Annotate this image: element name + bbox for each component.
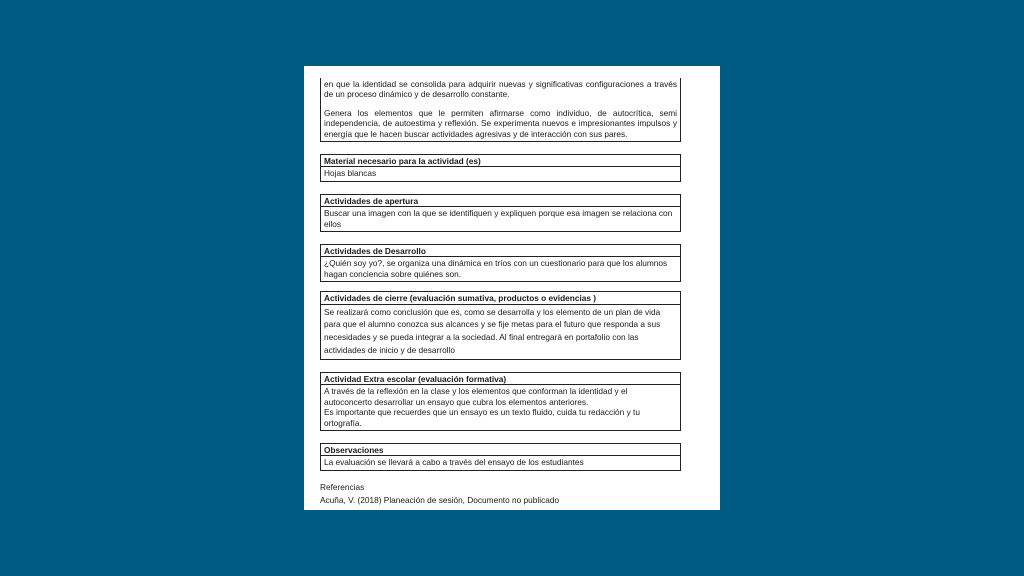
material-section: [320, 154, 681, 182]
apertura-title: Actividades de apertura: [321, 195, 680, 207]
references: [320, 481, 681, 507]
extra-section: [320, 372, 681, 431]
extra-body-paragraph-1: A través de la reflexión en la clase y los elementos que conforman la identidad y el autoconcerto desarrollar un ensayo que cubra los elementos anteriores.: [324, 386, 628, 407]
extra-body: [321, 385, 680, 430]
apertura-section: [320, 194, 681, 232]
desarrollo-title: Actividades de Desarrollo: [321, 245, 680, 257]
references-heading: Referencias: [320, 481, 365, 492]
intro-paragraph-1: en que la identidad se consolida para adquirir nuevas y significativas configuraciones a través de un proceso dinámico y de desarrollo constante.: [324, 79, 677, 100]
desarrollo-section: [320, 244, 681, 282]
observaciones-section: [320, 443, 681, 471]
extra-body-paragraph-2: Es importante que recuerdes que un ensayo es un texto fluido, cuida tu redacción y tu ortografía.: [324, 407, 640, 428]
intro-paragraph-2: Genera los elementos que le permiten afirmarse como individuo, de autocrítica, semi independencia, de autoestima y reflexión. Se experimenta nuevos e impresionantes impulsos y energía que le hacen buscar actividades agresivas y de interacción con sus pares.: [324, 107, 677, 139]
cierre-section: [320, 291, 681, 360]
document-page: [304, 66, 720, 510]
material-title: Material necesario para la actividad (es): [321, 155, 680, 167]
cierre-title: Actividades de cierre (evaluación sumativa, productos o evidencias ): [321, 292, 680, 304]
observaciones-body: La evaluación se llevará a cabo a través del ensayo de los estudiantes: [324, 457, 584, 468]
observaciones-title: Observaciones: [321, 444, 680, 456]
references-entry: Acuña, V. (2018) Planeación de sesión, Documento no publicado: [320, 494, 560, 505]
cierre-body: Se realizará como conclusión que es, como se desarrolla y los elemento de un plan de vida para que el alumno conozca sus alcances y se fije metas para el futuro que responda a sus necesidades y se pueda integrar a la sociedad. Al final entregará en portafolio con las actividades de inicio y de desarrollo: [324, 306, 661, 356]
material-body: Hojas blancas: [324, 168, 377, 179]
desarrollo-body: ¿Quién soy yo?, se organiza una dinámica en tríos con un cuestionario para que los alumnos hagan conciencia sobre quiénes son.: [324, 258, 668, 279]
intro-box: [320, 78, 681, 142]
apertura-body: Buscar una imagen con la que se identifiquen y expliquen porque esa imagen se relaciona con ellos: [324, 208, 673, 229]
document-content: [320, 78, 681, 507]
extra-title: Actividad Extra escolar (evaluación formativa): [321, 373, 680, 385]
